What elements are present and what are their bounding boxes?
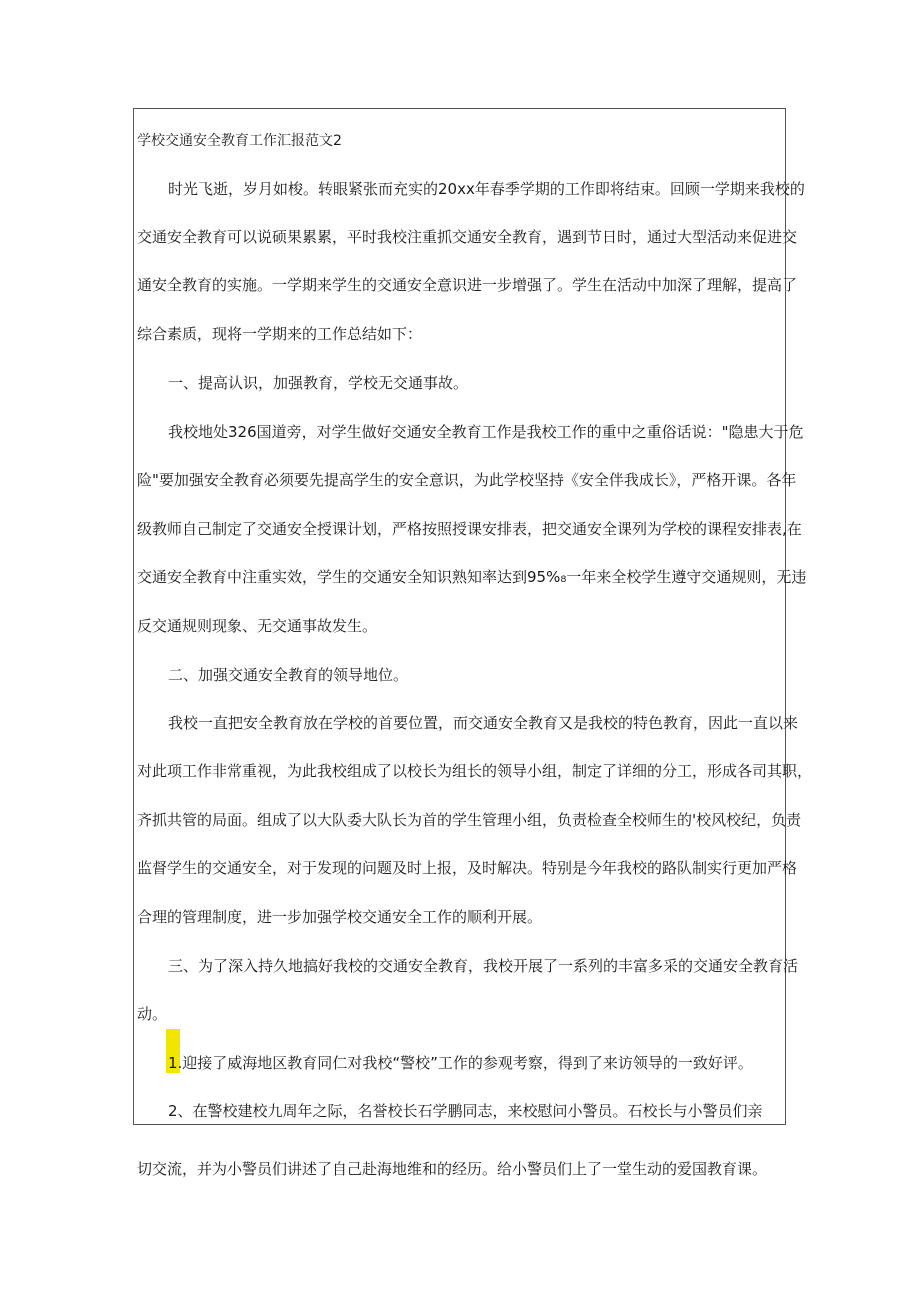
paragraph-line: 险"要加强安全教育必须要先提高学生的安全意识，为此学校坚持《安全伴我成长》，严格开课。各年 xyxy=(137,471,797,489)
paragraph-line: 交通安全教育可以说硕果累累，平时我校注重抓交通安全教育，遇到节日时，通过大型活动来促进交 xyxy=(137,228,798,246)
paragraph-line: 对此项工作非常重视，为此我校组成了以校长为组长的领导小组，制定了详细的分工，形成各司其职， xyxy=(137,762,813,780)
paragraph-line: 监督学生的交通安全，对于发现的问题及时上报，及时解决。特别是今年我校的路队制实行更加严格 xyxy=(137,859,798,877)
paragraph-line: 反交通规则现象、无交通事故发生。 xyxy=(137,617,378,635)
paragraph-line: 综合素质，现将一学期来的工作总结如下： xyxy=(137,325,423,343)
overflow-line: 切交流，并为小警员们讲述了自己赴海地维和的经历。给小警员们上了一堂生动的爱国教育课。 xyxy=(137,1160,768,1178)
paragraph-line: 级教师自己制定了交通安全授课计划，严格按照授课安排表，把交通安全课列为学校的课程安排表,在 xyxy=(137,520,802,538)
document-title: 学校交通安全教育工作汇报范文2 xyxy=(137,133,342,149)
paragraph-line: 我校一直把安全教育放在学校的首要位置，而交通安全教育又是我校的特色教育，因此一直以来 xyxy=(168,714,799,732)
section-heading: 二、加强交通安全教育的领导地位。 xyxy=(168,666,409,684)
section-heading: 三、为了深入持久地搞好我校的交通安全教育，我校开展了一系列的丰富多采的交通安全教育活 xyxy=(168,957,799,975)
list-item: 1.迎接了威海地区教育同仁对我校“警校”工作的参观考察，得到了来访领导的一致好评。 xyxy=(168,1054,753,1072)
list-item: 2、在警校建校九周年之际，名誉校长石学鹏同志，来校慰问小警员。石校长与小警员们亲 xyxy=(168,1102,763,1120)
paragraph-line: 动。 xyxy=(137,1005,168,1023)
paragraph-line: 齐抓共管的局面。组成了以大队委大队长为首的学生管理小组，负责检查全校师生的'校风校纪，负责 xyxy=(137,811,802,829)
paragraph-line: 通安全教育的实施。一学期来学生的交通安全意识进一步增强了。学生在活动中加深了理解，提高了 xyxy=(137,276,798,294)
paragraph-line: 时光飞逝，岁月如梭。转眼紧张而充实的20xx年春季学期的工作即将结束。回顾一学期来我校的 xyxy=(168,180,805,198)
paragraph-line: 我校地处326国道旁，对学生做好交通安全教育工作是我校工作的重中之重俗话说："隐患大于危 xyxy=(168,423,804,441)
paragraph-line: 合理的管理制度，进一步加强学校交通安全工作的顺利开展。 xyxy=(137,908,543,926)
paragraph-line: 交通安全教育中注重实效，学生的交通安全知识熟知率达到95%₈一年来全校学生遵守交通规则，无违 xyxy=(137,568,807,586)
section-heading: 一、提高认识，加强教育，学校无交通事故。 xyxy=(168,374,469,392)
